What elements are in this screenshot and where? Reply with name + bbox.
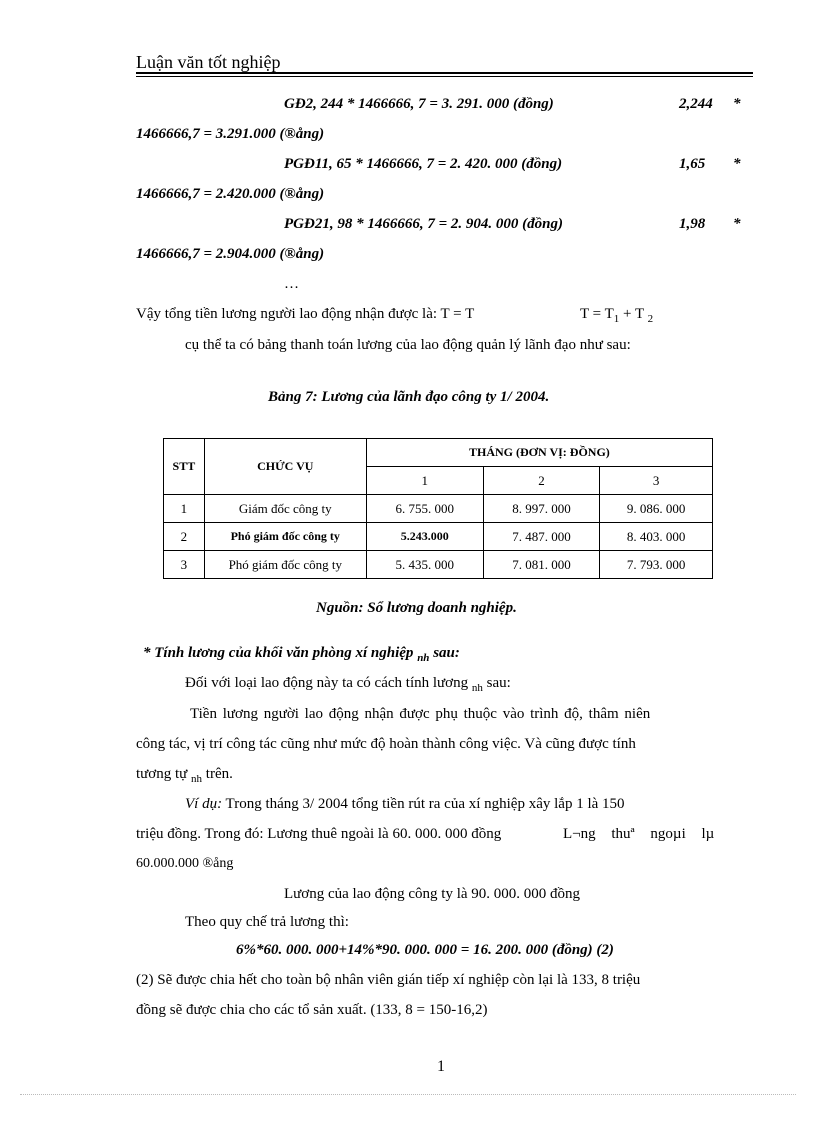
calc-line-1: GĐ2, 244 * 1466666, 7 = 3. 291. 000 (đồng)	[284, 96, 554, 112]
cell-m1: 5.243.000	[366, 523, 483, 551]
cell-role: Phó giám đốc công ty	[204, 551, 366, 579]
calc-coef-1: 2,244	[679, 96, 713, 112]
month-header: 3	[600, 467, 713, 495]
example-line-4: Lương của lao động công ty là 90. 000. 000 đồng	[284, 886, 581, 902]
paragraph-3-line-1: (2) Sẽ được chia hết cho toàn bộ nhân viên gián tiếp xí nghiệp còn lại là 133, 8 triệu	[136, 972, 641, 988]
col-stt-header: STT	[164, 439, 205, 495]
paragraph-2-line-2: công tác, vị trí công tác cũng như mức độ hoàn thành công việc. Và cũng được tính	[136, 736, 636, 752]
example-text: Trong tháng 3/ 2004 tổng tiền rút ra của xí nghiệp xây lắp 1 là 150	[222, 796, 625, 812]
total-formula-mid: + T	[619, 306, 648, 322]
page-bottom-divider	[20, 1094, 796, 1095]
total-formula-sub1: 1	[613, 313, 620, 325]
cell-m1: 6. 755. 000	[366, 495, 483, 523]
calc-star-2: *	[733, 156, 741, 172]
intro-text: cụ thể ta có bảng thanh toán lương của lao động quản lý lãnh đạo như sau:	[185, 337, 631, 353]
table-row	[164, 495, 713, 523]
paragraph-3-line-2: đồng sẽ được chia cho các tổ sản xuất. (133, 8 = 150-16,2)	[136, 1002, 488, 1018]
header-rule-thin	[136, 76, 753, 77]
table-source: Nguồn: Sổ lương doanh nghiệp.	[316, 600, 517, 616]
table-header-row	[164, 439, 713, 467]
cell-role: Phó giám đốc công ty	[204, 523, 366, 551]
paragraph-2-line-1: Tiền lương người lao động nhận được phụ thuộc vào trình độ, thâm niên	[190, 706, 651, 722]
paragraph-2-line-3	[136, 766, 233, 785]
paragraph-2-line-3-tail: trên.	[202, 766, 233, 782]
paragraph-2-line-3-main: tương tự	[136, 766, 188, 782]
cell-stt: 1	[164, 495, 205, 523]
calc-cont-2: 1466666,7 = 2.420.000 (®ång)	[136, 186, 325, 202]
example-line-3: 60.000.000 ®ång	[136, 856, 234, 871]
page-header-title: Luận văn tốt nghiệp	[136, 52, 281, 72]
cell-m3: 7. 793. 000	[600, 551, 713, 579]
page-number: 1	[437, 1058, 445, 1075]
header-rule-thick	[136, 72, 753, 74]
paragraph-2-line-3-sub: nh	[191, 773, 203, 785]
calc-coef-3: 1,98	[679, 216, 706, 232]
col-role-header: CHỨC VỤ	[204, 439, 366, 495]
cell-m3: 8. 403. 000	[600, 523, 713, 551]
example-line-2-garbled: L¬ng thuª ngoµi lµ	[563, 826, 715, 842]
total-formula-sub2: 2	[647, 313, 654, 325]
section-heading-tail: sau:	[429, 645, 460, 661]
table-row	[164, 523, 713, 551]
cell-m3: 9. 086. 000	[600, 495, 713, 523]
formula-line: 6%*60. 000. 000+14%*90. 000. 000 = 16. 200. 000 (đồng) (2)	[236, 942, 614, 958]
ellipsis: …	[284, 276, 299, 292]
cell-stt: 2	[164, 523, 205, 551]
calc-cont-3: 1466666,7 = 2.904.000 (®ång)	[136, 246, 325, 262]
cell-m1: 5. 435. 000	[366, 551, 483, 579]
paragraph-1-sub: nh	[471, 682, 483, 694]
calc-line-2: PGĐ11, 65 * 1466666, 7 = 2. 420. 000 (đồng)	[284, 156, 563, 172]
total-formula	[580, 306, 653, 325]
example-label: Ví dụ:	[185, 796, 223, 812]
cell-m2: 7. 487. 000	[483, 523, 600, 551]
rule-text: Theo quy chế trả lương thì:	[185, 914, 349, 930]
calc-cont-1: 1466666,7 = 3.291.000 (®ång)	[136, 126, 325, 142]
example-line-1	[185, 796, 625, 813]
month-header: 2	[483, 467, 600, 495]
calc-star-1: *	[733, 96, 741, 112]
paragraph-1-main: Đối với loại lao động này ta có cách tính lương	[185, 675, 469, 691]
total-text: Vậy tổng tiền lương người lao động nhận được là: T = T	[136, 306, 475, 322]
month-header: 1	[366, 467, 483, 495]
calc-line-3: PGĐ21, 98 * 1466666, 7 = 2. 904. 000 (đồng)	[284, 216, 563, 232]
cell-m2: 7. 081. 000	[483, 551, 600, 579]
calc-star-3: *	[733, 216, 741, 232]
cell-stt: 3	[164, 551, 205, 579]
section-heading-main: * Tính lương của khối văn phòng xí nghiệp	[143, 645, 414, 661]
total-formula-lhs: T = T	[580, 306, 614, 322]
cell-role: Giám đốc công ty	[204, 495, 366, 523]
paragraph-1-tail: sau:	[482, 675, 511, 691]
paragraph-1	[185, 675, 511, 694]
calc-coef-2: 1,65	[679, 156, 706, 172]
salary-table	[163, 438, 713, 579]
cell-m2: 8. 997. 000	[483, 495, 600, 523]
section-heading-sub: nh	[417, 652, 430, 664]
table-row	[164, 551, 713, 579]
table-caption: Bảng 7: Lương của lãnh đạo công ty 1/ 2004.	[268, 389, 550, 405]
example-line-2: triệu đồng. Trong đó: Lương thuê ngoài là 60. 000. 000 đồng	[136, 826, 502, 842]
col-month-group-header: THÁNG (ĐƠN VỊ: ĐỒNG)	[366, 439, 712, 467]
section-heading	[143, 645, 460, 664]
